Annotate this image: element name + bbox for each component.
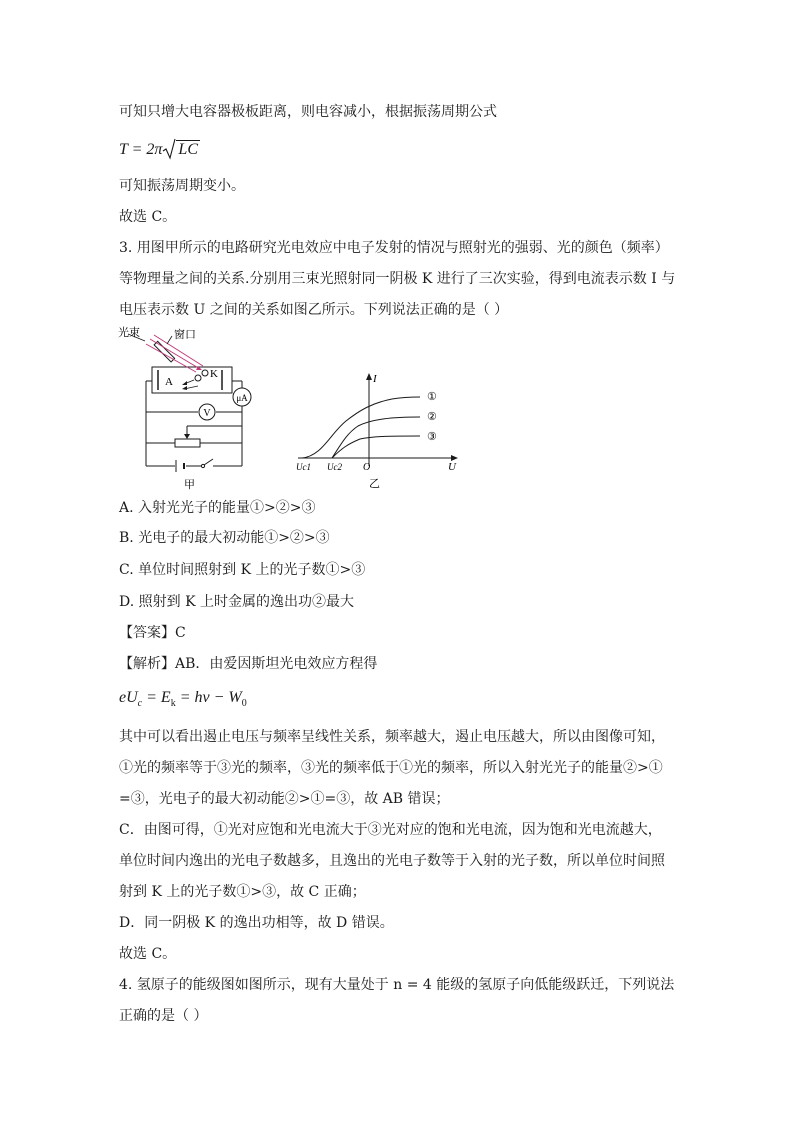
cathode-icon <box>202 370 208 376</box>
ammeter-label: μA <box>236 393 248 403</box>
question-4-text: 4. 氢原子的能级图如图所示，现有大量处于 n = 4 能级的氢原子向低能级跃迁，下列说法 <box>119 977 675 993</box>
question-4-text: 正确的是（ ） <box>119 1008 208 1024</box>
iu-graph <box>292 368 464 490</box>
option-d: D. 照射到 K 上时金属的逸出功②最大 <box>119 594 354 610</box>
figure-b-caption: 乙 <box>369 478 380 490</box>
light-beam-label: 光束 <box>118 327 140 339</box>
curve-1 <box>302 397 420 458</box>
eq-part: = E <box>142 689 171 706</box>
explanation-line: C．由图可得，①光对应饱和光电流大于③光对应的饱和光电流，因为饱和光电流越大， <box>119 822 662 838</box>
curve-1-label: ① <box>427 391 437 403</box>
origin-label: O <box>363 462 371 473</box>
curve-3 <box>332 436 420 458</box>
einstein-equation <box>119 688 247 714</box>
option-b: B. 光电子的最大初动能①>②>③ <box>119 530 330 546</box>
period-formula <box>119 140 200 160</box>
radical-icon <box>162 138 176 160</box>
y-axis-label: I <box>373 373 377 385</box>
explanation-line: =③，光电子的最大初动能②>①=③，故 AB 错误； <box>119 791 450 807</box>
question-3-text: 等物理量之间的关系.分别用三束光照射同一阴极 K 进行了三次实验，得到电流表示数 I 与 <box>119 271 676 287</box>
x-axis-label: U <box>448 461 456 473</box>
option-c: C. 单位时间照射到 K 上的光子数①>③ <box>119 562 366 578</box>
eq-part: = hν − W <box>175 689 242 706</box>
period-formula-lhs: T = 2π <box>119 141 163 158</box>
curve-3-label: ③ <box>427 431 437 443</box>
uc1-label: Uc1 <box>296 462 311 472</box>
sqrt-sign <box>166 140 200 160</box>
explanation-line: 其中可以看出遏止电压与频率呈线性关系，频率越大，遏止电压越大，所以由图像可知， <box>119 729 665 745</box>
circuit-diagram <box>118 326 258 491</box>
text-line: 故选 C。 <box>119 209 177 225</box>
figure-a-caption: 甲 <box>184 479 195 491</box>
rheostat-icon <box>175 439 200 447</box>
anode-label: A <box>165 376 173 388</box>
uc2-label: Uc2 <box>327 462 342 472</box>
period-formula-radicand: LC <box>178 141 198 158</box>
explanation-line: D．同一阴极 K 的逸出功相等，故 D 错误。 <box>119 915 394 931</box>
question-3-text: 电压表示数 U 之间的关系如图乙所示。下列说法正确的是（ ） <box>119 302 509 318</box>
eq-sub: k <box>170 698 176 710</box>
eq-part: eU <box>119 689 138 706</box>
explanation-line: 射到 K 上的光子数①>③，故 C 正确； <box>119 884 366 900</box>
window-label: 窗口 <box>174 329 196 341</box>
eq-sub: c <box>137 698 143 710</box>
answer-line: 【答案】C <box>119 625 186 641</box>
text-line: 可知振荡周期变小。 <box>119 178 245 194</box>
voltmeter-label: V <box>203 408 211 419</box>
eq-sub: 0 <box>241 698 247 710</box>
explanation-line: ①光的频率等于③光的频率，③光的频率低于①光的频率，所以入射光光子的能量②>① <box>119 760 663 776</box>
curve-2-label: ② <box>427 411 437 423</box>
question-3-text: 3. 用图甲所示的电路研究光电效应中电子发射的情况与照射光的强弱、光的颜色（频率） <box>119 240 669 256</box>
explanation-line: 单位时间内逸出的光电子数越多，且逸出的光电子数等于入射的光子数，所以单位时间照 <box>119 853 665 869</box>
option-a: A. 入射光光子的能量①>②>③ <box>119 500 316 516</box>
text-line: 可知只增大电容器极板距离，则电容减小，根据振荡周期公式 <box>119 104 497 120</box>
cathode-label: K <box>210 368 218 380</box>
curve-2 <box>332 417 420 458</box>
analysis-heading: 【解析】AB．由爱因斯坦光电效应方程得 <box>119 656 378 672</box>
conclusion-line: 故选 C。 <box>119 946 177 962</box>
